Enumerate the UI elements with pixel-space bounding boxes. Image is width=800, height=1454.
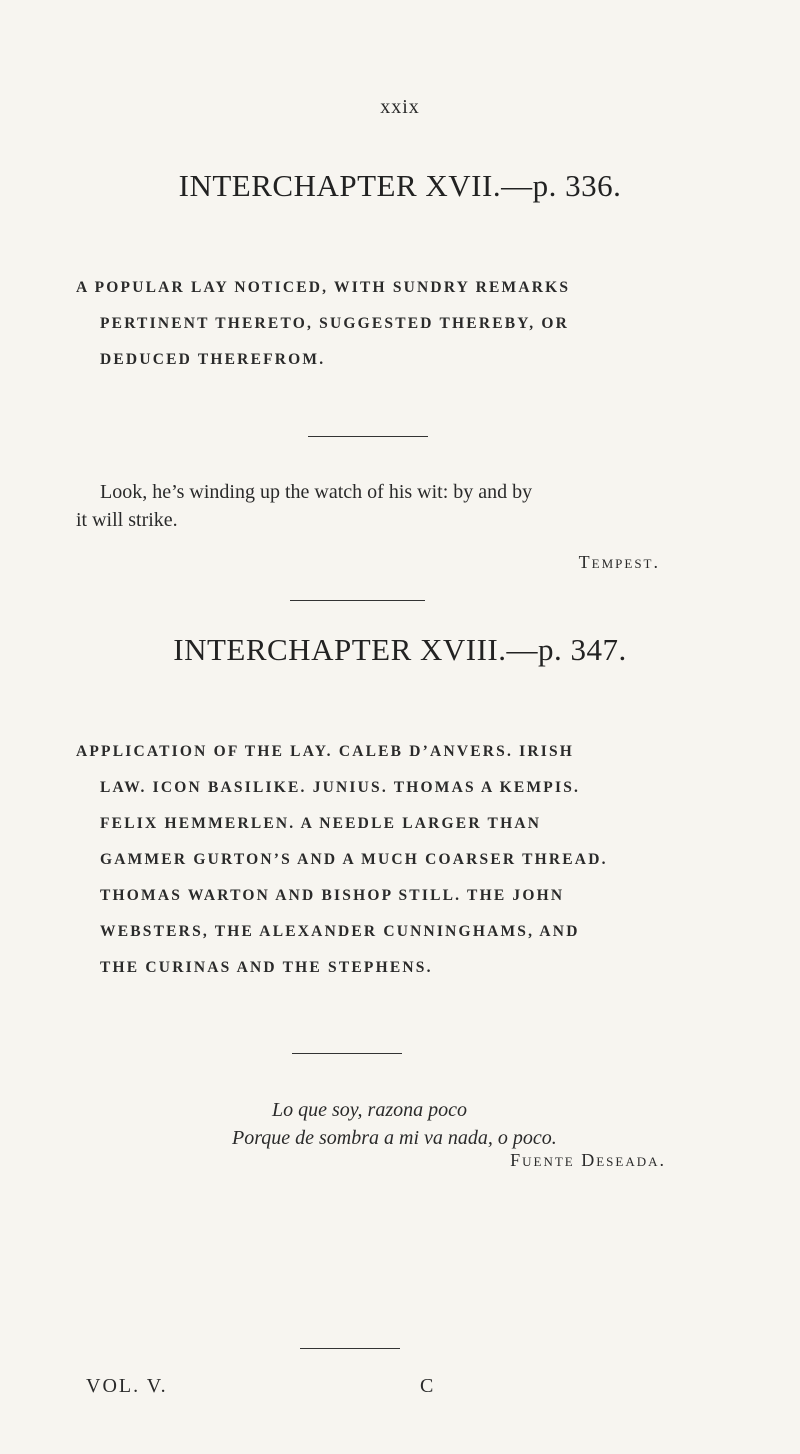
argument-line: LAW. ICON BASILIKE. JUNIUS. THOMAS A KEMPIS. [100, 779, 581, 796]
epigraph-line: Porque de sombra a mi va nada, o poco. [232, 1127, 557, 1149]
divider [300, 1348, 400, 1349]
epigraph-line: it will strike. [76, 509, 178, 531]
divider [308, 436, 428, 437]
argument-line: WEBSTERS, THE ALEXANDER CUNNINGHAMS, AND [100, 923, 580, 940]
signature-mark: C [420, 1375, 436, 1397]
argument-line: PERTINENT THERETO, SUGGESTED THEREBY, OR [100, 315, 570, 332]
argument-line: APPLICATION OF THE LAY. CALEB D’ANVERS. IRISH [76, 743, 575, 760]
page-number: xxix [380, 96, 420, 118]
epigraph-attribution: Tempest. [578, 552, 660, 572]
chapter-argument [76, 270, 672, 378]
argument-line: GAMMER GURTON’S AND A MUCH COARSER THREAD. [100, 851, 608, 868]
argument-line: THOMAS WARTON AND BISHOP STILL. THE JOHN [100, 887, 565, 904]
epigraph [0, 1096, 800, 1152]
chapter-heading: INTERCHAPTER XVII.—p. 336. [178, 168, 622, 203]
argument-line: THE CURINAS AND THE STEPHENS. [100, 959, 433, 976]
epigraph-line: Look, he’s winding up the watch of his wit: by and by [100, 481, 533, 503]
divider [290, 600, 425, 601]
epigraph [76, 478, 676, 534]
argument-line: FELIX HEMMERLEN. A NEEDLE LARGER THAN [100, 815, 542, 832]
argument-line: A POPULAR LAY NOTICED, WITH SUNDRY REMARKS [76, 279, 571, 296]
chapter-heading: INTERCHAPTER XVIII.—p. 347. [173, 632, 627, 667]
epigraph-line: Lo que soy, razona poco [272, 1099, 467, 1121]
epigraph-attribution: Fuente Deseada. [510, 1150, 666, 1170]
chapter-argument [76, 734, 672, 986]
divider [292, 1053, 402, 1054]
volume-label: VOL. V. [86, 1375, 168, 1397]
argument-line: DEDUCED THEREFROM. [100, 351, 326, 368]
